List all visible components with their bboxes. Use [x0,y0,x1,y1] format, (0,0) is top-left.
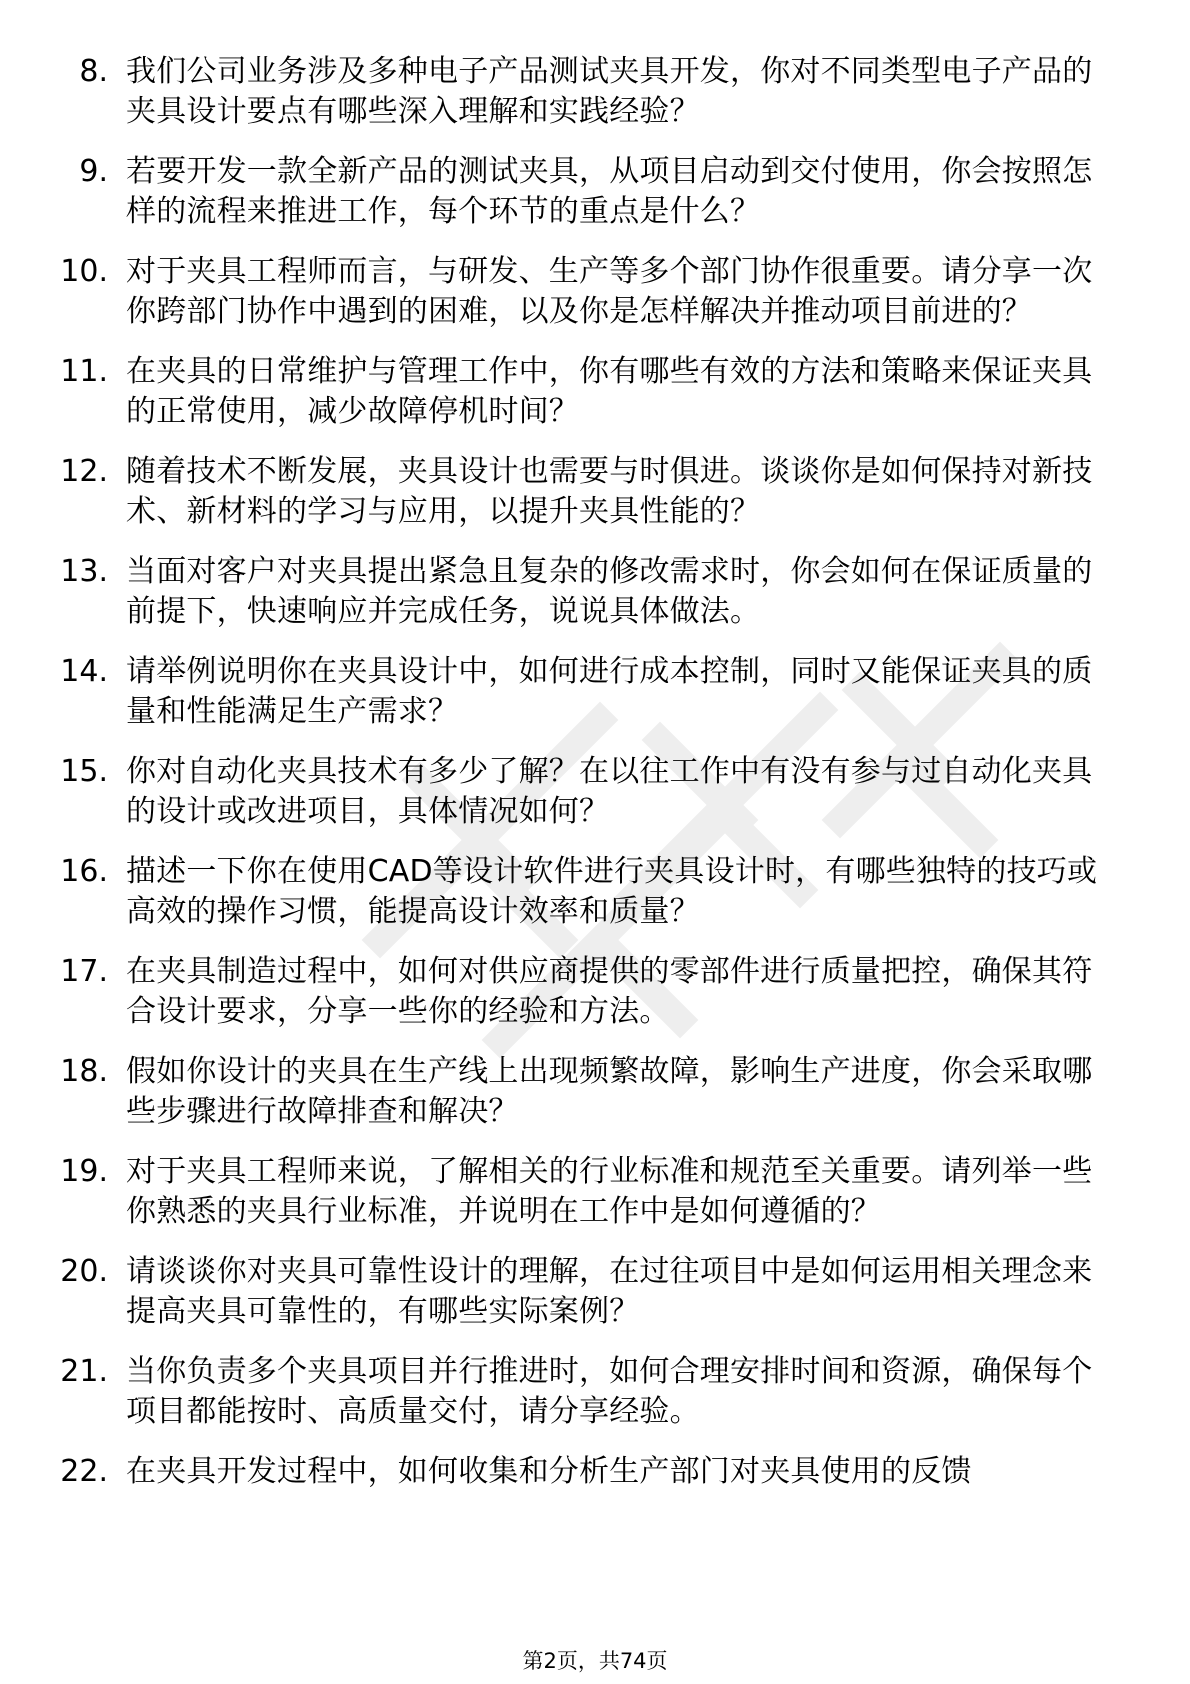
question-item-9 [0,152,1190,232]
question-number: 15. [60,754,108,789]
question-item-11 [0,352,1190,432]
question-text: 在夹具开发过程中，如何收集和分析生产部门对夹具使用的反馈 [126,1454,972,1489]
question-item-19 [0,1152,1190,1232]
question-number: 8. [79,54,108,89]
question-number: 13. [60,554,108,589]
question-text: 你对自动化夹具技术有多少了解？在以往工作中有没有参与过自动化夹具的设计或改进项目，具体情况如何？ [126,754,1093,829]
question-number: 19. [60,1154,108,1189]
question-text: 随着技术不断发展，夹具设计也需要与时俱进。谈谈你是如何保持对新技术、新材料的学习与应用，以提升夹具性能的？ [126,454,1093,529]
question-number: 14. [60,654,108,689]
question-text: 假如你设计的夹具在生产线上出现频繁故障，影响生产进度，你会采取哪些步骤进行故障排查和解决？ [126,1054,1093,1129]
question-item-8 [0,52,1190,132]
question-text: 请举例说明你在夹具设计中，如何进行成本控制，同时又能保证夹具的质量和性能满足生产需求？ [126,654,1093,729]
question-item-14 [0,652,1190,732]
question-item-18 [0,1052,1190,1132]
question-number: 11. [60,354,108,389]
question-number: 12. [60,454,108,489]
question-item-10 [0,252,1190,332]
question-item-13 [0,552,1190,632]
question-number: 22. [60,1454,108,1489]
question-item-15 [0,752,1190,832]
question-text: 在夹具制造过程中，如何对供应商提供的零部件进行质量把控，确保其符合设计要求，分享一些你的经验和方法。 [126,954,1093,1029]
question-number: 21. [60,1354,108,1389]
question-item-21 [0,1352,1190,1432]
question-item-17 [0,952,1190,1032]
question-text: 对于夹具工程师来说，了解相关的行业标准和规范至关重要。请列举一些你熟悉的夹具行业标准，并说明在工作中是如何遵循的？ [126,1154,1093,1229]
question-number: 17. [60,954,108,989]
question-text: 对于夹具工程师而言，与研发、生产等多个部门协作很重要。请分享一次你跨部门协作中遇到的困难，以及你是怎样解决并推动项目前进的？ [126,254,1093,329]
question-number: 20. [60,1254,108,1289]
question-number: 18. [60,1054,108,1089]
question-item-20 [0,1252,1190,1332]
question-text: 在夹具的日常维护与管理工作中，你有哪些有效的方法和策略来保证夹具的正常使用，减少故障停机时间？ [126,354,1093,429]
question-number: 10. [60,254,108,289]
question-list [0,52,1190,1512]
question-item-12 [0,452,1190,532]
question-text: 我们公司业务涉及多种电子产品测试夹具开发，你对不同类型电子产品的夹具设计要点有哪些深入理解和实践经验？ [126,54,1093,129]
question-text: 当面对客户对夹具提出紧急且复杂的修改需求时，你会如何在保证质量的前提下，快速响应并完成任务，说说具体做法。 [126,554,1093,629]
question-number: 16. [60,854,108,889]
question-text: 当你负责多个夹具项目并行推进时，如何合理安排时间和资源，确保每个项目都能按时、高质量交付，请分享经验。 [126,1354,1093,1429]
page-footer: 第2页，共74页 [522,1649,668,1673]
question-item-22 [0,1452,1190,1492]
question-item-16 [0,852,1190,932]
question-text: 若要开发一款全新产品的测试夹具，从项目启动到交付使用，你会按照怎样的流程来推进工作，每个环节的重点是什么？ [126,154,1093,229]
question-number: 9. [79,154,108,189]
question-text: 请谈谈你对夹具可靠性设计的理解，在过往项目中是如何运用相关理念来提高夹具可靠性的，有哪些实际案例？ [126,1254,1093,1329]
question-text: 描述一下你在使用CAD等设计软件进行夹具设计时，有哪些独特的技巧或高效的操作习惯，能提高设计效率和质量？ [126,854,1098,929]
